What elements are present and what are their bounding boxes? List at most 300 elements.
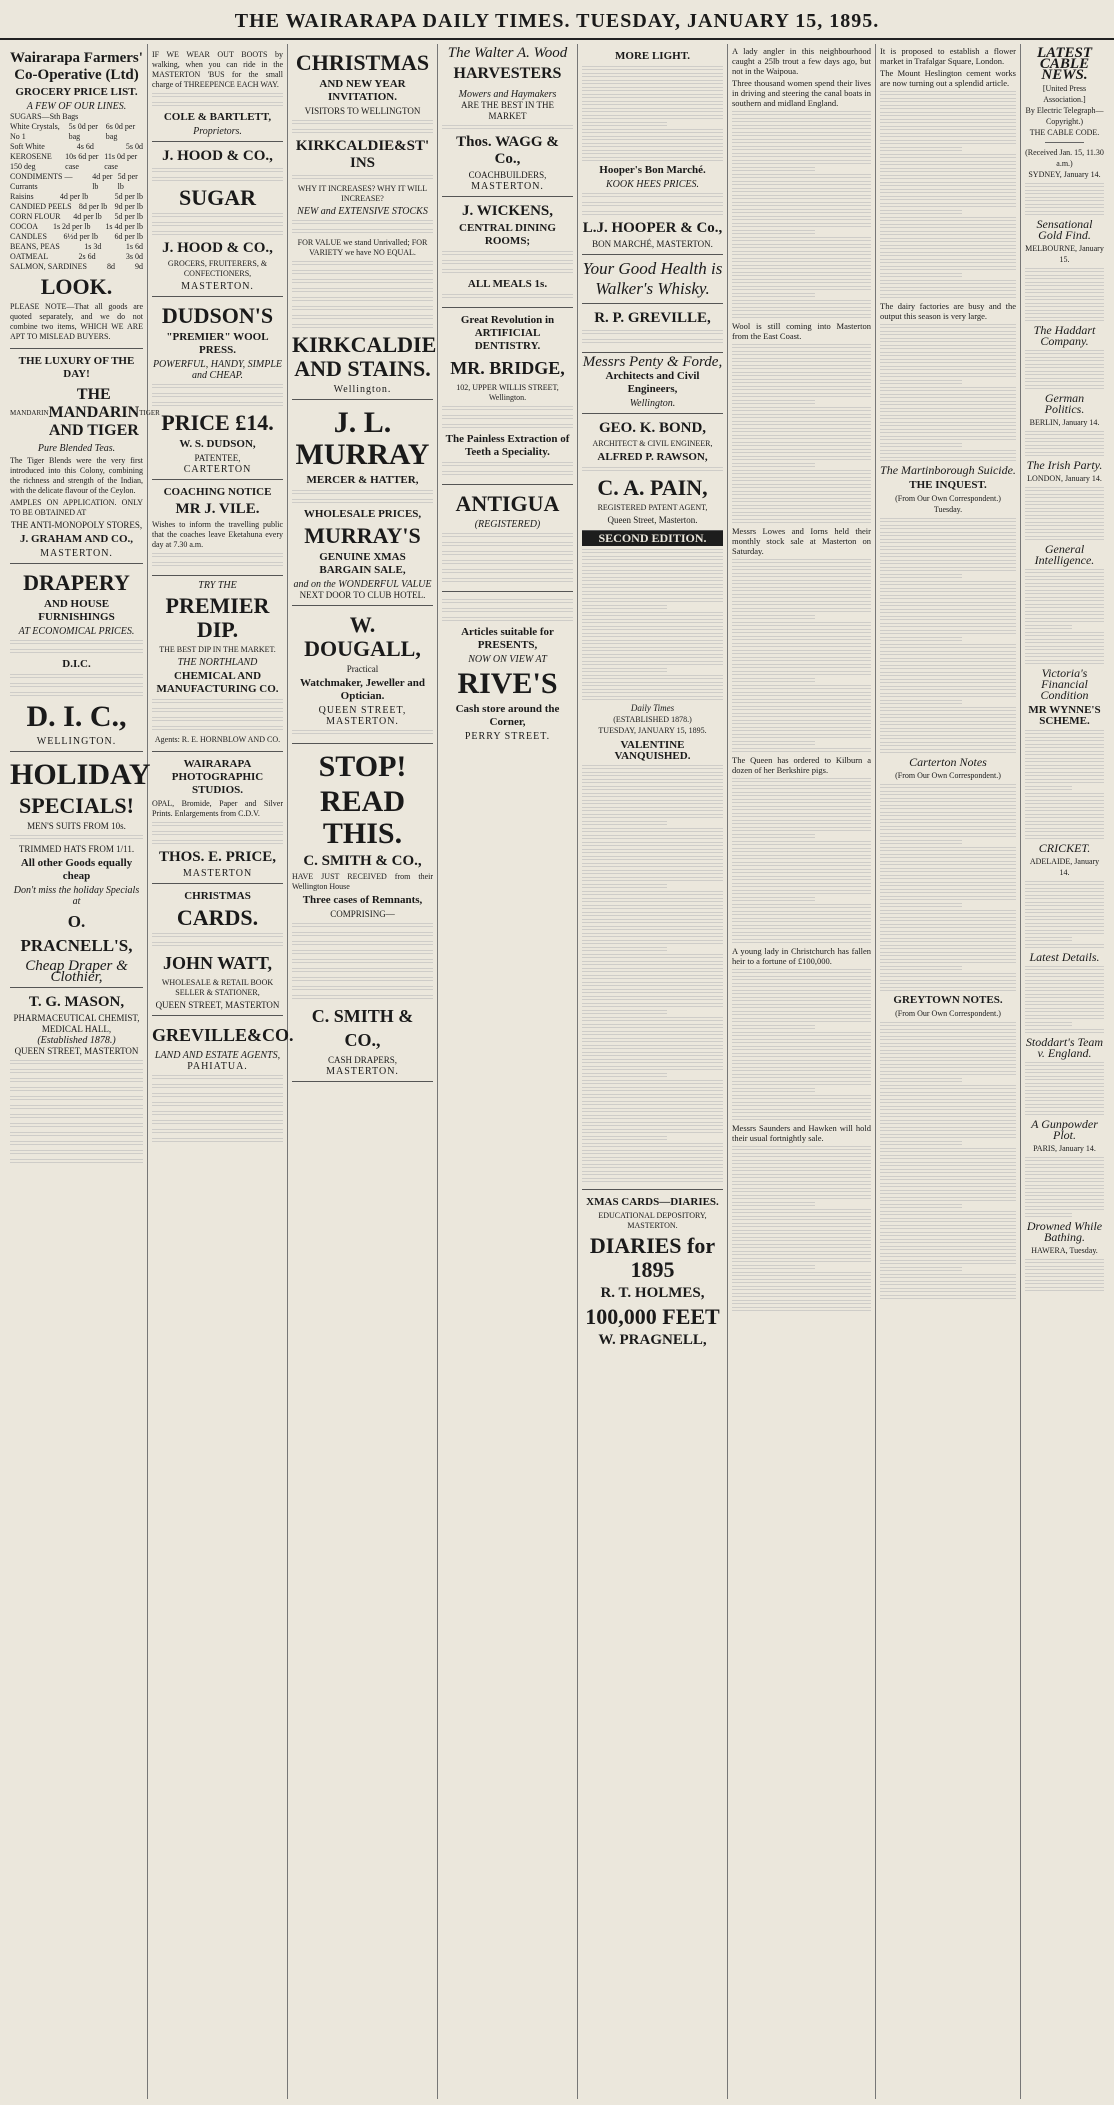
holmes-name: R. T. HOLMES, <box>600 1285 705 1301</box>
pracnell-name: O. PRACNELL'S, <box>20 912 133 955</box>
news-item: Messrs Lowes and Iorns held their monthly stock sale at Masterton on Saturday. <box>732 526 871 556</box>
visitors-line: VISITORS TO WELLINGTON <box>304 106 421 116</box>
news-item: It is proposed to establish a flower market in Trafalgar Square, London. <box>880 46 1016 66</box>
carterton-heading: Carterton Notes <box>909 755 987 769</box>
price-cell-item: SUGARS—Sth Bags <box>10 112 79 121</box>
smith-ad <box>292 744 433 1082</box>
price-row <box>10 252 143 262</box>
central-dining: CENTRAL DINING ROOMS; <box>459 222 556 247</box>
column-7 <box>876 44 1021 2099</box>
general-heading: General Intelligence. <box>1034 542 1095 567</box>
kook-prices: KOOK HEES PRICES. <box>605 179 700 190</box>
furnishings-heading: AND HOUSE FURNISHINGS <box>38 598 115 623</box>
watt-sub: WHOLESALE & RETAIL BOOK SELLER & STATIONER, <box>161 978 274 997</box>
mason-name: T. G. MASON, <box>28 994 125 1010</box>
dudson-patentee: PATENTEE, <box>194 453 241 463</box>
diaries-1895: DIARIES for 1895 <box>589 1233 716 1282</box>
news-body <box>1025 183 1104 215</box>
watt-name: JOHN WATT, <box>162 953 273 973</box>
price-cell-p2: 5d per lb <box>114 212 143 221</box>
news-body <box>732 344 871 523</box>
gold-find-heading: Sensational Gold Find. <box>1036 217 1093 242</box>
second-edition: SECOND EDITION. <box>582 531 723 546</box>
all-meals: ALL MEALS 1s. <box>467 278 548 290</box>
wagg-coach: COACHBUILDERS, <box>468 170 547 180</box>
news-body <box>1025 350 1104 389</box>
price-cell-p2: 1s 4d per lb <box>105 222 143 231</box>
news-body <box>732 778 871 943</box>
price-cell-item: CANDIED PEELS <box>10 202 72 211</box>
pragnell-name: W. PRAGNELL, <box>598 1332 707 1348</box>
newspaper-title: THE WAIRARAPA DAILY TIMES. TUESDAY, JANUARY 15, 1895. <box>234 10 880 32</box>
wood-title: The Walter A. Wood <box>447 45 568 61</box>
try-the: TRY THE <box>198 580 237 591</box>
price-cell-p2: 6s 0d per bag <box>105 122 136 141</box>
dic-city: WELLINGTON. <box>36 736 117 747</box>
smith-cash: CASH DRAPERS, <box>327 1055 398 1065</box>
whisky-text: Your Good Health is Walker's Whisky. <box>582 259 723 298</box>
price-cell-p1: 4s 6d <box>76 142 94 151</box>
issue-date: TUESDAY, JANUARY 15, 1895. <box>598 726 707 735</box>
martinborough-heading: The Martinborough Suicide. <box>880 463 1016 477</box>
drapery-heading: DRAPERY <box>23 570 130 595</box>
rive-ad <box>442 592 573 746</box>
news-body <box>732 559 871 752</box>
irish-heading: The Irish Party. <box>1026 458 1103 472</box>
price-cell-item: OATMEAL <box>10 252 49 261</box>
penty-name: Messrs Penty & Forde, <box>582 354 723 370</box>
correspondent: (From Our Own Correspondent.) <box>895 1009 1001 1018</box>
look-heading: LOOK. <box>40 274 113 299</box>
mandarin-side-label: MANDARIN <box>10 408 49 417</box>
price-town: MASTERTON <box>182 868 253 879</box>
correspondent: (From Our Own Correspondent.) <box>895 771 1001 780</box>
price-cell-item: KEROSENE 150 deg <box>10 152 52 171</box>
column-4 <box>438 44 578 2099</box>
dudson-sub: "PREMIER" WOOL PRESS. <box>166 331 269 356</box>
coop-subtitle: GROCERY PRICE LIST. <box>15 86 138 98</box>
remnants-heading: Three cases of Remnants, <box>302 894 423 906</box>
price-cell-p1: 6½d per lb <box>63 232 98 241</box>
stop-heading: STOP! <box>318 750 407 783</box>
price-cell-p1: 4d per lb <box>73 212 102 221</box>
newyear-invitation: AND NEW YEAR INVITATION. <box>319 78 406 103</box>
greville-town: PAHIATUA. <box>187 1061 248 1072</box>
specials-heading: SPECIALS! <box>19 793 134 818</box>
kirkcaldie-big: KIRKCALDIE AND STAINS. <box>292 332 437 381</box>
price-row <box>10 242 143 252</box>
comprising: COMPRISING— <box>330 909 395 919</box>
suits-line: MEN'S SUITS FROM 10s. <box>27 821 126 831</box>
pracnell-sub: Cheap Draper & Clothier, <box>25 958 128 985</box>
rive-sub: Cash store around the Corner, <box>455 703 560 728</box>
cards-heading: CARDS. <box>176 905 259 930</box>
xmas-bargain: GENUINE XMAS BARGAIN SALE, <box>319 551 406 576</box>
price-cell-item: White Crystals, No 1 <box>10 122 60 141</box>
watt-street: QUEEN STREET, MASTERTON <box>155 1000 280 1010</box>
news-body <box>880 518 1016 753</box>
read-this: READ THIS. <box>319 785 405 850</box>
dic-short: D.I.C. <box>62 658 91 670</box>
holiday-ad <box>10 752 151 988</box>
vile-name: MR J. VILE. <box>175 501 260 517</box>
cricket-heading: CRICKET. <box>1038 841 1091 855</box>
photo-text: OPAL, Bromide, Paper and Silver Prints. Enlargements from C.D.V. <box>152 799 283 818</box>
value-line: FOR VALUE we stand Unrivalled; FOR VARIETY we have NO EQUAL. <box>297 238 428 257</box>
mason-established: (Established 1878.) <box>37 1035 116 1046</box>
mandarin-tiger-title: THE MANDARIN AND TIGER <box>48 386 140 439</box>
latest-details-heading: Latest Details. <box>1029 950 1100 964</box>
educational: EDUCATIONAL DEPOSITORY, MASTERTON. <box>598 1211 707 1230</box>
price-cell-p2: 3s 0d <box>125 252 143 261</box>
murrays-heading: MURRAY'S <box>304 523 421 548</box>
hooper-name: L.J. HOOPER & Co., <box>582 220 723 236</box>
hood-name-2: J. HOOD & CO., <box>162 240 273 256</box>
latest-cable-heading: LATEST CABLE NEWS. <box>1036 45 1092 83</box>
price-row <box>10 142 143 152</box>
price-cell-p2: 5s 0d <box>125 142 143 151</box>
wood-best: ARE THE BEST IN THE MARKET <box>460 100 554 121</box>
adelaide-dateline: ADELAIDE, January 14. <box>1029 857 1100 877</box>
correspondent: (From Our Own Correspondent.) <box>895 494 1001 503</box>
antigua-registered: (REGISTERED) <box>474 519 541 530</box>
greville-name: GREVILLE&CO. <box>152 1025 294 1045</box>
hood-ad <box>152 142 283 297</box>
berlin-dateline: BERLIN, January 14. <box>1029 418 1100 427</box>
penty-ad <box>582 353 723 414</box>
dudson-desc: POWERFUL, HANDY, SIMPLE and CHEAP. <box>152 359 283 381</box>
valentine-heading: VALENTINE VANQUISHED. <box>614 739 691 762</box>
sydney-dateline: SYDNEY, January 14. <box>1028 170 1101 179</box>
column-5 <box>578 44 728 2099</box>
dudson-ad <box>152 297 283 480</box>
graham-name: J. GRAHAM AND CO., <box>19 533 134 545</box>
price-cell-p2: 5d per lb <box>114 192 143 201</box>
view-at: NOW ON VIEW AT <box>468 654 547 665</box>
revolution: Great Revolution in ARTIFICIAL DENTISTRY. <box>460 314 555 352</box>
price-cell-p2: 1s 6d <box>125 242 143 251</box>
hood-city: MASTERTON. <box>181 281 254 292</box>
price-cell-p2: 6d per lb <box>114 232 143 241</box>
price-cell-item: BEANS, PEAS <box>10 242 60 251</box>
ornamental: Articles suitable for PRESENTS, <box>461 626 554 651</box>
dudson-price: PRICE £14. <box>161 410 274 435</box>
wholesale-prices: WHOLESALE PRICES, <box>303 508 422 520</box>
photo-heading: WAIRARAPA PHOTOGRAPHIC STUDIOS. <box>171 758 264 796</box>
harvesters: HARVESTERS <box>453 65 562 82</box>
column-6 <box>728 44 876 2099</box>
tea-text: The Tiger Blends were the very first introduced into this Colony, combining the richness and strength of the Indian, with the delicate flavour of the Ceylon. <box>10 456 143 495</box>
established: (ESTABLISHED 1878.) <box>613 715 692 724</box>
hood-sub: GROCERS, FRUITERERS, & CONFECTIONERS, <box>167 259 268 278</box>
news-body <box>880 784 1016 991</box>
news-item: The dairy factories are busy and the output this season is very large. <box>880 301 1016 321</box>
coop-price-list-ad <box>10 44 143 349</box>
haddart-heading: The Haddart Company. <box>1033 323 1096 348</box>
hundred-feet: 100,000 FEET <box>585 1304 720 1329</box>
edition-body <box>582 549 723 700</box>
dont-miss: Don't miss the holiday Specials at <box>13 885 140 907</box>
pain-name: C. A. PAIN, <box>597 475 708 500</box>
inquest-heading: THE INQUEST. <box>909 479 987 491</box>
cable-code: THE CABLE CODE. <box>1029 128 1100 137</box>
news-item: Wool is still coming into Masterton from the East Coast. <box>732 321 871 341</box>
news-body <box>880 1022 1016 1299</box>
bond-ad <box>582 414 723 531</box>
london-dateline: LONDON, January 14. <box>1027 474 1102 483</box>
dougall-street: QUEEN STREET, MASTERTON. <box>318 705 407 727</box>
dougall-trade: Watchmaker, Jeweller and Optician. <box>300 677 425 702</box>
day-line: Tuesday. <box>933 505 963 514</box>
dougall-name: W. DOUGALL, <box>304 612 421 661</box>
electric-telegraph: By Electric Telegraph—Copyright.) <box>1025 106 1104 126</box>
price-cell-p1: 8d <box>106 262 115 271</box>
bus-text: IF WE WEAR OUT BOOTS by walking, when you can ride in the MASTERTON 'BUS for the small charge of THREEPENCE EACH WAY. <box>152 50 283 89</box>
patent-agent: REGISTERED PATENT AGENT, <box>597 503 708 512</box>
premier-dip: PREMIER DIP. <box>165 593 270 642</box>
bus-ad <box>152 44 283 142</box>
smith-town: MASTERTON. <box>326 1066 399 1077</box>
murray-mercer: MERCER & HATTER, <box>306 474 419 486</box>
news-body <box>732 969 871 1120</box>
paris-dateline: PARIS, January 14. <box>1033 1144 1096 1153</box>
smith-name-2: C. SMITH & CO., <box>311 1006 414 1050</box>
rp-greville: R. P. GREVILLE, <box>594 310 711 326</box>
column-3 <box>288 44 438 2099</box>
price-cell-p2: 9d <box>135 262 143 271</box>
dougall-ad <box>292 606 433 744</box>
whisky-ad <box>582 255 723 304</box>
cole-name: COLE & BARTLETT, <box>163 111 272 123</box>
price-row <box>10 222 143 232</box>
hood-name-1: J. HOOD & CO., <box>162 148 273 164</box>
club-hotel: NEXT DOOR TO CLUB HOTEL. <box>299 590 426 600</box>
kirkcaldie-ad <box>292 44 437 400</box>
editorial-section <box>582 531 723 1190</box>
samples-text: AMPLES ON APPLICATION. ONLY TO BE OBTAINED AT <box>10 498 143 517</box>
kirkcaldie-city: Wellington. <box>333 384 392 395</box>
price-row <box>10 152 143 172</box>
hooper-bon: Hooper's Bon Marché. <box>599 164 706 176</box>
news-item: The Mount Heslington cement works are now turning out a splendid article. <box>880 68 1016 88</box>
victoria-heading: Victoria's Financial Condition <box>1040 666 1089 702</box>
tiger-side-label: TIGER <box>139 408 160 417</box>
antigua-ad <box>442 485 573 592</box>
price-row <box>10 112 143 122</box>
photo-ad <box>152 752 283 884</box>
bridge-name: MR. BRIDGE, <box>450 358 565 378</box>
antigua-name: ANTIGUA <box>455 491 560 516</box>
german-heading: German Politics. <box>1044 391 1085 416</box>
price-cell-p1: 1s 2d per lb <box>52 222 91 231</box>
ws-dudson: W. S. DUDSON, <box>179 438 256 450</box>
price-cell-p1: 8d per lb <box>78 202 108 211</box>
news-body <box>880 324 1016 461</box>
news-item: A lady angler in this neighbourhood caught a 25lb trout a few days ago, but not in the Waipoua. <box>732 46 871 76</box>
price-row <box>10 172 143 192</box>
price-cell-p2: 11s 0d per case <box>104 152 138 171</box>
price-row <box>10 212 143 222</box>
dudson-town: CARTERTON <box>183 464 252 475</box>
graham-town: MASTERTON. <box>40 548 113 559</box>
xmas-cards: XMAS CARDS—DIARIES. <box>586 1196 719 1208</box>
blended-label: Pure Blended Teas. <box>37 443 116 454</box>
masthead <box>0 0 1114 40</box>
price-cell-item: CANDLES <box>10 232 47 241</box>
wickens-ad <box>442 197 573 308</box>
hooper-body <box>582 66 723 161</box>
news-body <box>1025 1259 1104 1291</box>
hooper-ad <box>582 44 723 255</box>
price-cell-p1: 2s 6d <box>78 252 96 261</box>
news-item: A young lady in Christchurch has fallen heir to a fortune of £100,000. <box>732 946 871 966</box>
wagg-town: MASTERTON. <box>471 181 544 192</box>
wickens-name: J. WICKENS, <box>462 203 553 219</box>
bond-sub: ARCHITECT & CIVIL ENGINEER, <box>592 439 713 448</box>
price-row <box>10 202 143 212</box>
northland: THE NORTHLAND <box>177 657 258 668</box>
news-item: Messrs Saunders and Hawken will hold their usual fortnightly sale. <box>732 1123 871 1143</box>
chemical-co: CHEMICAL AND MANUFACTURING CO. <box>156 670 279 695</box>
news-body <box>732 111 871 318</box>
rive-street: PERRY STREET. <box>464 731 551 742</box>
holmes-ad <box>582 1190 723 1355</box>
murray-name: J. L. MURRAY <box>295 406 430 471</box>
melbourne-dateline: MELBOURNE, January 15. <box>1025 244 1104 264</box>
news-body <box>880 91 1016 298</box>
dic-ad <box>10 564 143 752</box>
news-item: Three thousand women spend their lives in driving and steering the canal boats in southern and midland England. <box>732 78 871 108</box>
price-cell-p1: 4d per lb <box>59 192 89 201</box>
price-cell-p2: 9d per lb <box>114 202 143 211</box>
press-association: [United Press Association.] <box>1042 84 1087 104</box>
news-body <box>1025 569 1104 664</box>
kirkcaldie-name: KIRKCALDIE&ST' INS <box>295 138 430 171</box>
price-row <box>10 232 143 242</box>
price-row <box>10 262 143 272</box>
best-dip: THE BEST DIP IN THE MARKET. <box>159 645 276 654</box>
greville-solicitor-ad <box>582 304 723 353</box>
coop-line: A FEW OF OUR LINES. <box>26 101 127 112</box>
mason-ad <box>10 988 143 1172</box>
coop-title: Wairarapa Farmers' Co-Operative (Ltd) <box>10 50 143 83</box>
column-2 <box>148 44 294 2099</box>
wonderful-value: and on the WONDERFUL VALUE <box>293 579 432 590</box>
price-cell-p1: 5s 0d per bag <box>68 122 98 141</box>
news-body <box>1025 730 1104 839</box>
daily-times-title: Daily Times <box>630 703 675 713</box>
column-1 <box>6 44 160 2099</box>
wagg-name: Thos. WAGG & Co., <box>456 134 559 167</box>
news-body <box>1025 268 1104 321</box>
wood-ad <box>442 44 573 197</box>
wynne-heading: MR WYNNE'S SCHEME. <box>1028 704 1101 727</box>
price-cell-item: Raisins <box>10 192 34 201</box>
news-body <box>1025 1062 1104 1115</box>
page-columns <box>6 44 1108 2099</box>
price-cell-p1: 4d per lb <box>92 172 113 191</box>
penty-architects: Architects and Civil Engineers, <box>605 370 700 395</box>
reapers: Mowers and Haymakers <box>458 89 557 100</box>
drowned-heading: Drowned While Bathing. <box>1026 1219 1103 1244</box>
gunpowder-heading: A Gunpowder Plot. <box>1031 1117 1098 1142</box>
penty-city: Wellington. <box>629 398 676 409</box>
coaching-ad <box>152 480 283 576</box>
trimmed-line: TRIMMED HATS FROM 1/11. <box>18 844 135 854</box>
hooper-town: BON MARCHÉ, MASTERTON. <box>592 239 713 249</box>
price-name: THOS. E. PRICE, <box>158 849 277 865</box>
dougall-practical: Practical <box>346 664 379 674</box>
sugar-heading: SUGAR <box>178 185 256 210</box>
rawson-name: ALFRED P. RAWSON, <box>597 451 708 463</box>
price-row <box>10 192 143 202</box>
vile-text: Wishes to inform the travelling public that the coaches leave Eketahuna every day at 7.30 a.m. <box>152 520 283 549</box>
news-item: The Queen has ordered to Kilburn a dozen of her Berkshire pigs. <box>732 755 871 775</box>
anti-monopoly: THE ANTI-MONOPOLY STORES, <box>10 520 143 530</box>
dip-agents: Agents: R. E. HORNBLOW AND CO. <box>154 735 281 744</box>
bridge-ad <box>442 308 573 485</box>
tea-ad <box>10 349 160 564</box>
bridge-addr: 102, UPPER WILLIS STREET, Wellington. <box>456 383 559 402</box>
news-body <box>732 1146 871 1311</box>
coaching-heading: COACHING NOTICE <box>163 486 272 498</box>
cole-proprietors: Proprietors. <box>193 126 242 137</box>
price-cell-item: Soft White <box>10 142 45 151</box>
painless: The Painless Extraction of Teeth a Speciality. <box>445 433 570 458</box>
mason-hall: MEDICAL HALL, <box>41 1024 112 1034</box>
pain-street: Queen Street, Masterton. <box>607 515 698 525</box>
luxury-heading: THE LUXURY OF THE DAY! <box>18 355 135 380</box>
price-cell-p2: 5d per lb <box>117 172 138 191</box>
holiday-heading: HOLIDAY <box>10 758 151 791</box>
news-body <box>1025 881 1104 948</box>
rive-name: RIVE'S <box>457 667 558 700</box>
price-cell-item: CORN FLOUR <box>10 212 61 221</box>
dudson-title: DUDSON'S <box>161 303 274 328</box>
mason-queen: QUEEN STREET, MASTERTON <box>14 1046 139 1056</box>
more-light: MORE LIGHT. <box>615 50 690 62</box>
smith-received: HAVE JUST RECEIVED from their Wellington House <box>292 872 433 891</box>
greville-sub: LAND AND ESTATE AGENTS, <box>154 1050 281 1061</box>
price-row <box>10 122 143 142</box>
other-goods: All other Goods equally cheap <box>20 857 133 882</box>
price-cell-item: COCOA <box>10 222 39 231</box>
news-body <box>1025 1157 1104 1217</box>
premier-dip-ad <box>152 576 283 752</box>
murray-ad <box>292 400 433 606</box>
greytown-heading: GREYTOWN NOTES. <box>893 994 1003 1006</box>
price-cell-item: CONDIMENTS — Currants <box>10 172 73 191</box>
news-body <box>1025 487 1104 540</box>
greville-ad <box>152 1016 294 1151</box>
cards-ad <box>152 884 283 1016</box>
look-text: PLEASE NOTE—That all goods are quoted separately, and we do not combine two items, WHICH WE ARE APT TO MISLEAD BUYERS. <box>10 302 143 341</box>
valentine-body <box>582 765 723 1182</box>
hawera-dateline: HAWERA, Tuesday. <box>1031 1246 1098 1255</box>
received-line: (Received Jan. 15, 11.30 a.m.) <box>1025 148 1104 168</box>
news-body <box>1025 431 1104 456</box>
price-cell-p1: 10s 6d per case <box>65 152 99 171</box>
dic-big: D. I. C., <box>26 700 127 733</box>
news-body <box>1025 966 1104 1033</box>
mason-chemist: PHARMACEUTICAL CHEMIST, <box>13 1013 140 1023</box>
why-increases: WHY IT INCREASES? WHY IT WILL INCREASE? <box>297 184 428 203</box>
economical-prices: AT ECONOMICAL PRICES. <box>18 626 135 637</box>
price-cell-item: SALMON, SARDINES <box>10 262 87 271</box>
price-cell-p1: 1s 3d <box>84 242 102 251</box>
column-8 <box>1021 44 1108 2099</box>
stoddart-heading: Stoddart's Team v. England. <box>1025 1035 1104 1060</box>
